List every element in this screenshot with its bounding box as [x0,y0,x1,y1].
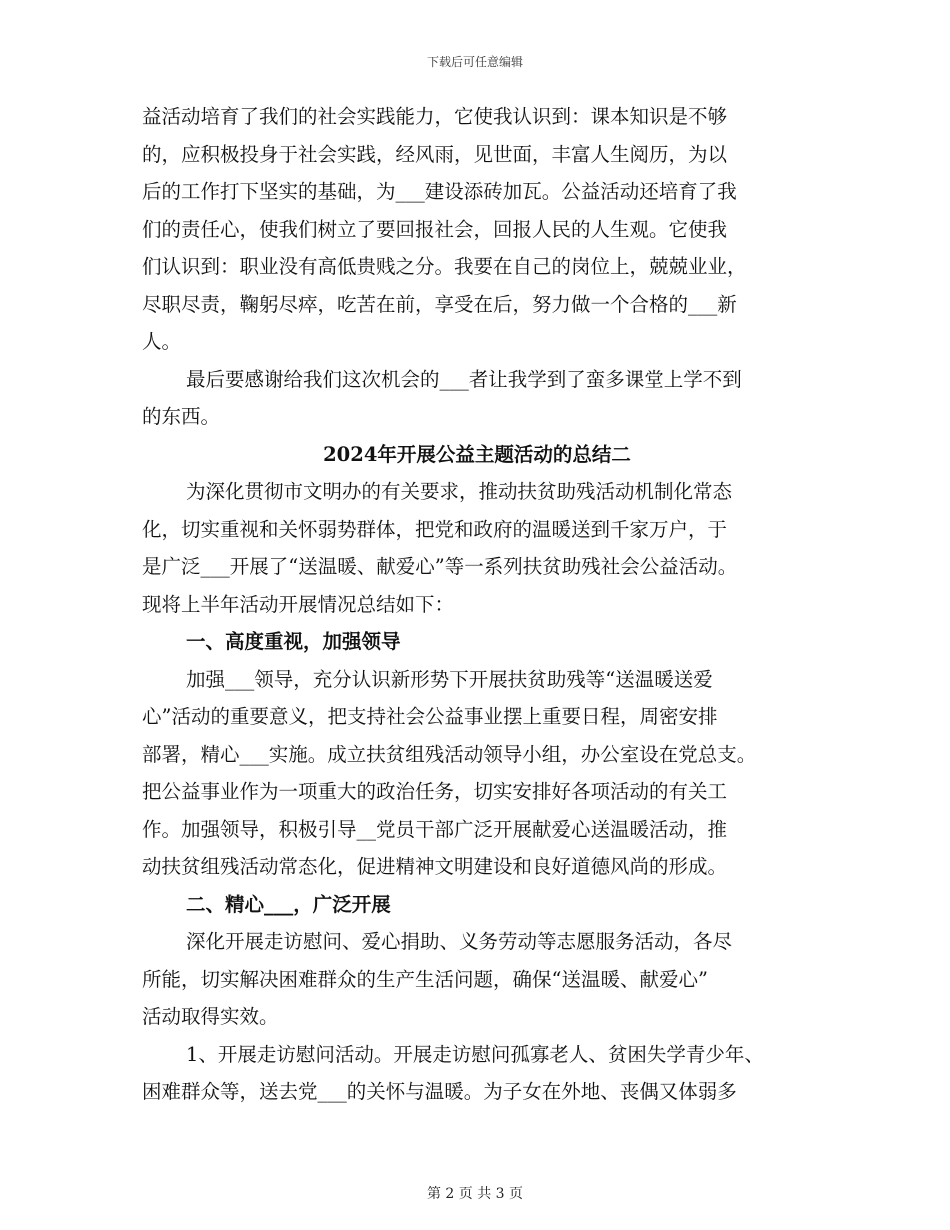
page-footer: 第 2 页 共 3 页 [426,1186,524,1202]
text-line: 活动取得实效。 [142,1005,279,1028]
text-line: 最后要感谢给我们这次机会的___者让我学到了蛮多课堂上学不到 [186,367,742,391]
text-line: 现将上半年活动开展情况总结如下： [142,592,455,616]
text-line: 所能，切实解决困难群众的生产生活问题，确保“送温暖、献爱心” [142,967,708,991]
document-body [142,98,812,1111]
text-line: 是广泛___开展了“送温暖、献爱心”等一系列扶贫助残社会公益活动。 [142,555,738,578]
text-line: 们认识到：职业没有高低贵贱之分。我要在自己的岗位上，兢兢业业， [142,255,747,278]
text-line: 深化开展走访慰问、爱心捐助、义务劳动等志愿服务活动，各尽 [186,930,733,953]
text-line: 的，应积极投身于社会实践，经风雨，见世面，丰富人生阅历，为以 [142,142,728,166]
text-line: 人。 [142,330,182,353]
text-line: 的东西。 [142,405,221,428]
text-line: 益活动培育了我们的社会实践能力，它使我认识到：课本知识是不够 [142,105,728,128]
text-line: 作。加强领导，积极引导__党员干部广泛开展献爱心送温暖活动，推 [142,817,728,841]
text-line: 动扶贫组残活动常态化，促进精神文明建设和良好道德风尚的形成。 [142,855,728,878]
text-line: 加强___领导，充分认识新形势下开展扶贫助残等“送温暖送爱 [186,667,713,691]
section-heading: 二、精心___，广泛开展 [186,892,391,916]
section-title: 2024年开展公益主题活动的总结二 [323,442,631,466]
section-heading: 一、高度重视，加强领导 [186,630,401,653]
text-line: 把公益事业作为一项重大的政治任务，切实安排好各项活动的有关工 [142,780,728,803]
text-line: 后的工作打下坚实的基础，为___建设添砖加瓦。公益活动还培育了我 [142,180,737,203]
text-line: 为深化贯彻市文明办的有关要求，推动扶贫助残活动机制化常态 [186,480,733,503]
text-line: 困难群众等，送去党___的关怀与温暖。为子女在外地、丧偶又体弱多 [142,1080,737,1103]
text-line: 化，切实重视和关怀弱势群体，把党和政府的温暖送到千家万户，于 [142,517,728,541]
text-line: 1、开展走访慰问活动。开展走访慰问孤寡老人、贫困失学青少年、 [186,1042,764,1066]
text-line: 尽职尽责，鞠躬尽瘁，吃苦在前，享受在后，努力做一个合格的___新 [142,292,737,316]
page-header: 下载后可任意编辑 [426,55,523,69]
text-line: 部署，精心___实施。成立扶贫组残活动领导小组，办公室设在党总支。 [142,742,757,766]
text-line: 们的责任心，使我们树立了要回报社会，回报人民的人生观。它使我 [142,217,728,241]
text-line: 心”活动的重要意义，把支持社会公益事业摆上重要日程，周密安排 [142,705,718,728]
